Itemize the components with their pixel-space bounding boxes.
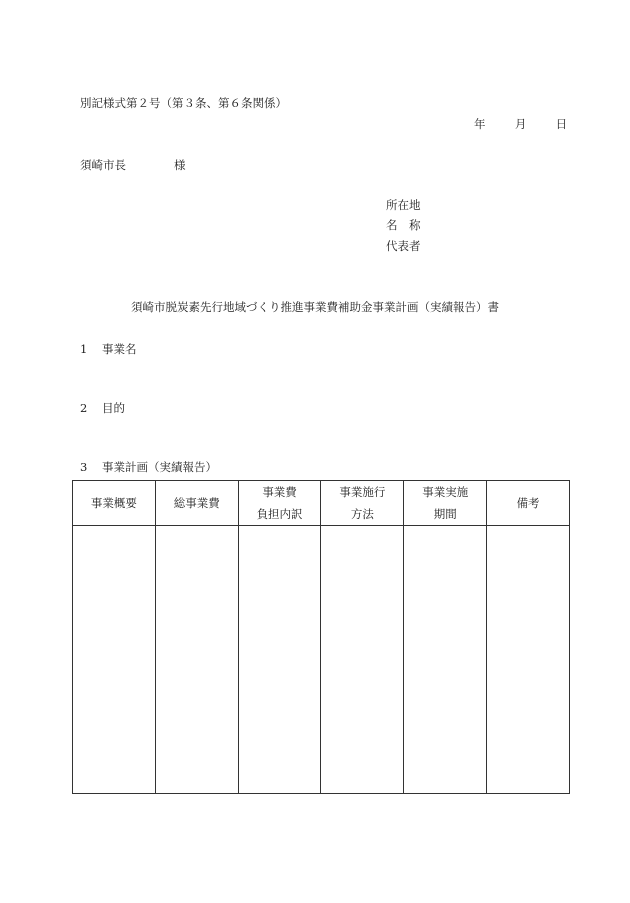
section-purpose <box>80 403 125 415</box>
date-year-label: 年 <box>474 117 486 131</box>
date-month-label: 月 <box>514 117 527 131</box>
cell-project-summary[interactable] <box>73 526 156 794</box>
document-title: 須崎市脱炭素先行地域づくり推進事業費補助金事業計画（実績報告）書 <box>131 300 499 314</box>
date-day-label: 日 <box>555 117 568 131</box>
cell-total-cost[interactable] <box>155 526 238 794</box>
section-label: 目的 <box>102 401 125 415</box>
table-header-row <box>73 481 570 526</box>
section-project-plan <box>80 462 217 474</box>
section-label: 事業計画（実績報告） <box>102 460 217 474</box>
applicant-name-label: 名 称 <box>386 218 421 232</box>
applicant-address-label: 所在地 <box>386 198 421 212</box>
project-plan-table <box>72 480 570 794</box>
table-row <box>73 526 570 794</box>
section-project-name <box>80 344 137 356</box>
cell-execution-method[interactable] <box>321 526 404 794</box>
header-implementation-period: 事業実施 期間 <box>404 481 487 526</box>
header-execution-method: 事業施行 方法 <box>321 481 404 526</box>
addressee-honorific: 様 <box>174 158 186 172</box>
cell-cost-breakdown[interactable] <box>238 526 321 794</box>
form-number: 別記様式第２号（第３条、第６条関係） <box>80 96 287 110</box>
header-total-cost: 総事業費 <box>155 481 238 526</box>
section-number: 2 <box>80 401 88 415</box>
cell-remarks[interactable] <box>487 526 570 794</box>
header-cost-breakdown: 事業費 負担内訳 <box>238 481 321 526</box>
date-line <box>474 119 567 131</box>
section-number: 1 <box>80 342 88 356</box>
header-remarks: 備考 <box>487 481 570 526</box>
header-project-summary: 事業概要 <box>73 481 156 526</box>
applicant-representative-label: 代表者 <box>386 239 421 253</box>
section-label: 事業名 <box>102 342 137 356</box>
section-number: 3 <box>80 460 88 474</box>
addressee-name: 須崎市長 <box>80 158 126 172</box>
cell-implementation-period[interactable] <box>404 526 487 794</box>
addressee <box>80 160 186 172</box>
